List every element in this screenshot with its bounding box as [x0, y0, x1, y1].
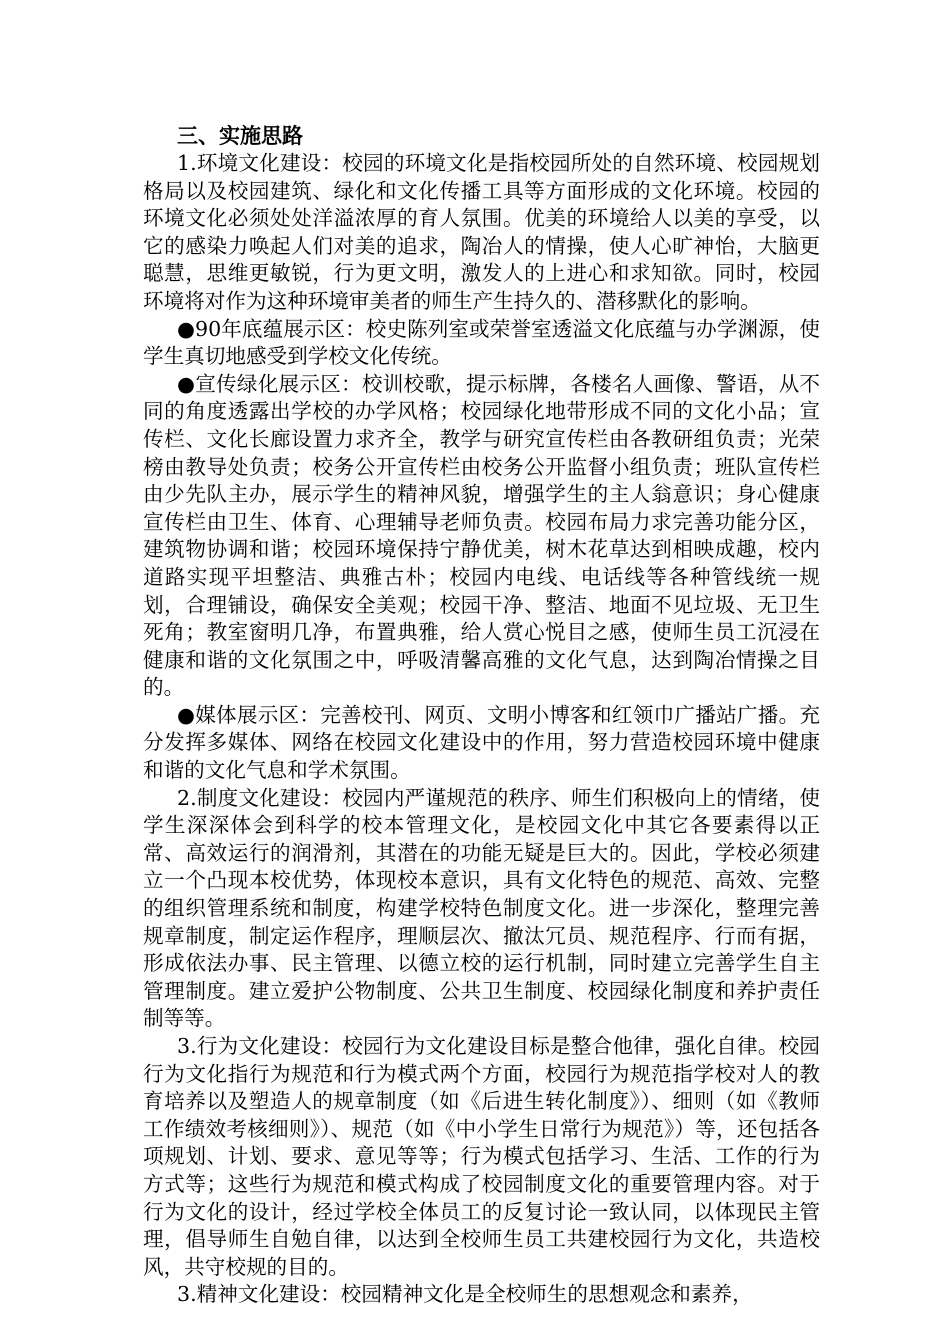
paragraph-publicity-greening: ●宣传绿化展示区：校训校歌，提示标牌，各楼名人画像、警语，从不同的角度透露出学校的办学风格；校园绿化地带形成不同的文化小品；宣传栏、文化长廊设置力求齐全，教学与研究宣传栏由各教研组负责；光荣榜由教导处负责；校务公开宣传栏由校务公开监督小组负责；班队宣传栏由少先队主办，展示学生的精神风貌，增强学生的主人翁意识；身心健康宣传栏由卫生、体育、心理辅导老师负责。校园布局力求完善功能分区，建筑物协调和谐；校园环境保持宁静优美，树木花草达到相映成趣，校内道路实现平坦整洁、典雅古朴；校园内电线、电话线等各种管线统一规划，合理铺设，确保安全美观；校园干净、整洁、地面不见垃圾、无卫生死角；教室窗明几净，布置典雅，给人赏心悦目之感，使师生员工沉浸在健康和谐的文化氛围之中，呼吸清馨高雅的文化气息，达到陶冶情操之目的。 [143, 371, 820, 700]
document-body [143, 122, 820, 1309]
paragraph-spirit-culture: 3.精神文化建设：校园精神文化是全校师生的思想观念和素养， [177, 1282, 753, 1307]
paragraph-environment-culture: 1.环境文化建设：校园的环境文化是指校园所处的自然环境、校园规划格局以及校园建筑、绿化和文化传播工具等方面形成的文化环境。校园的环境文化必须处处洋溢浓厚的育人氛围。优美的环境给人以美的享受，以它的感染力唤起人们对美的追求，陶冶人的情操，使人心旷神怡，大脑更聪慧，思维更敏锐，行为更文明，激发人的上进心和求知欲。同时，校园环境将对作为这种环境审美者的师生产生持久的、潜移默化的影响。 [143, 151, 820, 313]
paragraph-heritage-exhibit: ●90年底蕴展示区：校史陈列室或荣誉室透溢文化底蕴与办学渊源，使学生真切地感受到学校文化传统。 [143, 316, 820, 369]
paragraph-behavior-culture: 3.行为文化建设：校园行为文化建设目标是整合他律，强化自律。校园行为文化指行为规范和行为模式两个方面，校园行为规范指学校对人的教育培养以及塑造人的规章制度（如《后进生转化制度》）、细则（如《教师工作绩效考核细则》）、规范（如《中小学生日常行为规范》）等，还包括各项规划、计划、要求、意见等等；行为模式包括学习、生活、工作的行为方式等；这些行为规范和模式构成了校园制度文化的重要管理内容。对于行为文化的设计，经过学校全体员工的反复讨论一致认同，以体现民主管理，倡导师生自勉自律，以达到全校师生员工共建校园行为文化，共造校风，共守校规的目的。 [143, 1034, 820, 1279]
paragraph-media-exhibit: ●媒体展示区：完善校刊、网页、文明小博客和红领巾广播站广播。充分发挥多媒体、网络在校园文化建设中的作用，努力营造校园环境中健康和谐的文化气息和学术氛围。 [143, 702, 820, 783]
paragraph-system-culture: 2.制度文化建设：校园内严谨规范的秩序、师生们积极向上的情绪，使学生深深体会到科学的校本管理文化，是校园文化中其它各要素得以正常、高效运行的润滑剂，其潜在的功能无疑是巨大的。因此，学校必须建立一个凸现本校优势，体现校本意识，具有文化特色的规范、高效、完整的组织管理系统和制度，构建学校特色制度文化。进一步深化，整理完善规章制度，制定运作程序，理顺层次、撤汰冗员、规范程序、行而有据，形成依法办事、民主管理、以德立校的运行机制，同时建立完善学生自主管理制度。建立爱护公物制度、公共卫生制度、校园绿化制度和养护责任制等等。 [143, 785, 820, 1031]
section-heading: 三、实施思路 [177, 123, 303, 148]
